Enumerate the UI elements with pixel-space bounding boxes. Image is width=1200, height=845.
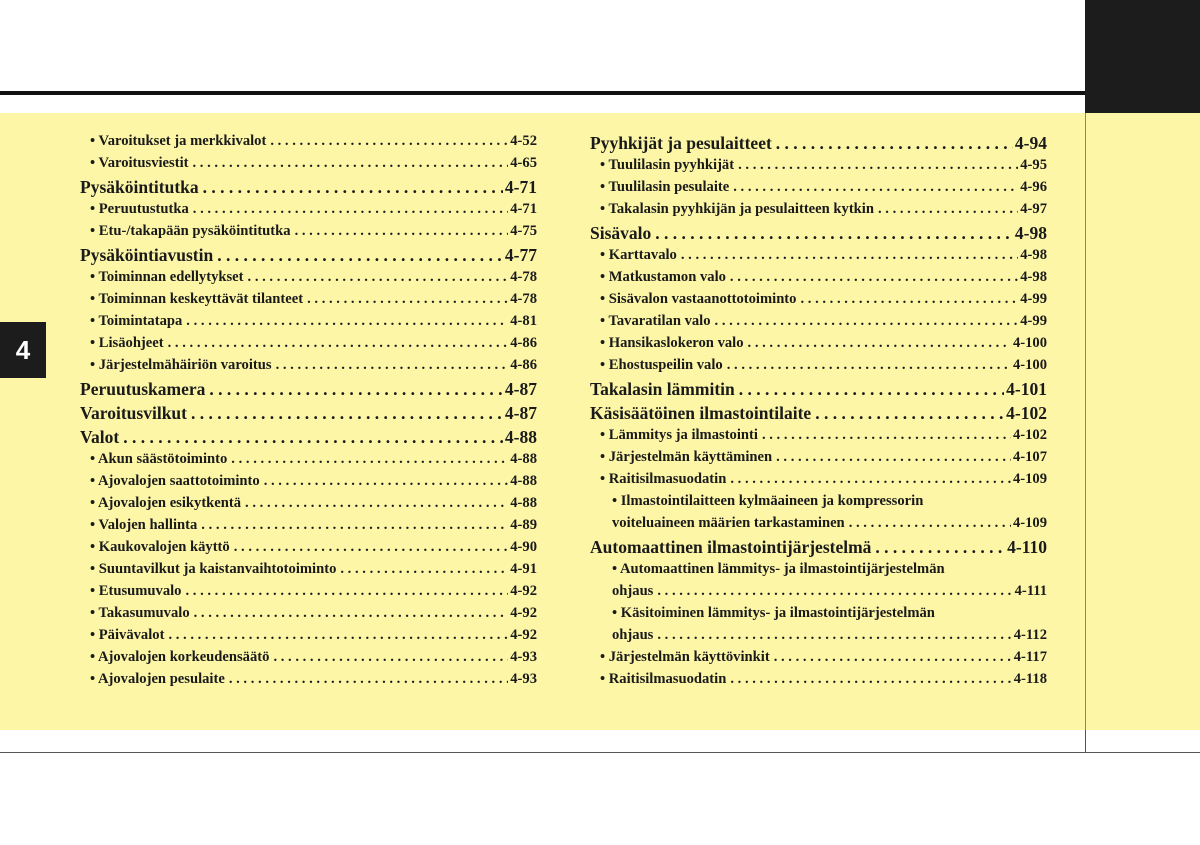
toc-entry-title: • Varoitukset ja merkkivalot bbox=[90, 133, 267, 149]
toc-subentry bbox=[80, 291, 537, 313]
toc-subentry bbox=[80, 473, 537, 495]
toc-entry-title: • Raitisilmasuodatin bbox=[600, 471, 727, 487]
toc-subentry bbox=[80, 201, 537, 223]
toc-section-entry bbox=[80, 177, 537, 201]
toc-entry-title: • Toiminnan edellytykset bbox=[90, 269, 244, 285]
toc-subentry bbox=[80, 583, 537, 605]
page-number: 4-100 bbox=[1012, 357, 1047, 373]
toc-subentry bbox=[80, 649, 537, 671]
toc-subentry bbox=[80, 451, 537, 473]
page-number: 4-88 bbox=[510, 451, 537, 467]
toc-entry-title: • Akun säästötoiminto bbox=[90, 451, 228, 467]
margin-divider-stub bbox=[1085, 730, 1086, 752]
toc-right-column bbox=[590, 133, 1047, 693]
dot-leader bbox=[225, 671, 508, 688]
dot-leader bbox=[164, 627, 508, 644]
toc-left-column bbox=[80, 133, 537, 693]
toc-entry-title: • Ehostuspeilin valo bbox=[600, 357, 723, 373]
toc-entry-title: • Ilmastointilaitteen kylmäaineen ja kompressorin bbox=[612, 493, 924, 509]
page-number: 4-88 bbox=[510, 495, 537, 511]
toc-subentry bbox=[80, 561, 537, 583]
toc-entry-title: • Ajovalojen saattotoiminto bbox=[90, 473, 260, 489]
toc-entry-continued bbox=[590, 605, 1047, 627]
toc-entry-title: • Järjestelmän käyttövinkit bbox=[600, 649, 770, 665]
page-number: 4-98 bbox=[1020, 269, 1047, 285]
dot-leader bbox=[164, 335, 509, 352]
page-number: 4-117 bbox=[1013, 649, 1047, 665]
toc-section-entry bbox=[590, 223, 1047, 247]
toc-subentry bbox=[590, 313, 1047, 335]
toc-entry-title: • Toiminnan keskeyttävät tilanteet bbox=[90, 291, 304, 307]
toc-entry-title: • Ajovalojen korkeudensäätö bbox=[90, 649, 270, 665]
page-number: 4-87 bbox=[504, 403, 537, 423]
page-number: 4-81 bbox=[510, 313, 537, 329]
dot-leader bbox=[811, 403, 1004, 424]
toc-subentry bbox=[590, 157, 1047, 179]
dot-leader bbox=[291, 223, 509, 240]
page-number: 4-71 bbox=[510, 201, 537, 217]
dot-leader bbox=[711, 313, 1019, 330]
toc-entry-title: • Sisävalon vastaanottotoiminto bbox=[600, 291, 797, 307]
toc-subentry bbox=[590, 357, 1047, 379]
page-number: 4-110 bbox=[1007, 537, 1047, 557]
page-number: 4-89 bbox=[510, 517, 537, 533]
toc-entry-title: Käsisäätöinen ilmastointilaite bbox=[590, 403, 812, 423]
toc-subentry bbox=[80, 357, 537, 379]
page-number: 4-95 bbox=[1020, 157, 1047, 173]
dot-leader bbox=[758, 427, 1011, 444]
dot-leader bbox=[845, 515, 1011, 532]
toc-section-entry bbox=[590, 403, 1047, 427]
toc-entry-title: • Hansikaslokeron valo bbox=[600, 335, 744, 351]
dot-leader bbox=[266, 133, 508, 150]
toc-entry-title: • Ajovalojen pesulaite bbox=[90, 671, 225, 687]
dot-leader bbox=[230, 539, 509, 556]
toc-entry-title: • Raitisilmasuodatin bbox=[600, 671, 727, 687]
dot-leader bbox=[244, 269, 509, 286]
dot-leader bbox=[241, 495, 508, 512]
toc-entry-title: • Valojen hallinta bbox=[90, 517, 198, 533]
page-number: 4-65 bbox=[510, 155, 537, 171]
page-number: 4-92 bbox=[510, 605, 537, 621]
toc-entry-title: ohjaus bbox=[612, 627, 654, 643]
toc-entry-title: ohjaus bbox=[612, 583, 654, 599]
dot-leader bbox=[303, 291, 508, 308]
page-number: 4-99 bbox=[1020, 313, 1047, 329]
toc-subentry bbox=[80, 605, 537, 627]
toc-entry-title: Takalasin lämmitin bbox=[590, 379, 735, 399]
dot-leader bbox=[874, 201, 1018, 218]
page-number: 4-112 bbox=[1013, 627, 1047, 643]
toc-entry-title: Pysäköintitutka bbox=[80, 177, 199, 197]
toc-subentry bbox=[80, 155, 537, 177]
toc-entry-title: Varoitusvilkut bbox=[80, 403, 187, 423]
toc-entry-title: • Etusumuvalo bbox=[90, 583, 182, 599]
dot-leader bbox=[260, 473, 509, 490]
toc-entry-title: Pysäköintiavustin bbox=[80, 245, 214, 265]
page-number: 4-98 bbox=[1014, 223, 1047, 243]
toc-entry-title: • Käsitoiminen lämmitys- ja ilmastointijärjestelmän bbox=[612, 605, 935, 621]
dot-leader bbox=[770, 649, 1012, 666]
page-number: 4-96 bbox=[1020, 179, 1047, 195]
page-number: 4-91 bbox=[510, 561, 537, 577]
toc-entry-title: • Etu-/takapään pysäköintitutka bbox=[90, 223, 291, 239]
toc-subentry bbox=[80, 335, 537, 357]
toc-entry-title: Valot bbox=[80, 427, 120, 447]
dot-leader bbox=[772, 449, 1011, 466]
toc-entry-title: • Päivävalot bbox=[90, 627, 165, 643]
toc-entry-title: • Takalasin pyyhkijän ja pesulaitteen kytkin bbox=[600, 201, 874, 217]
toc-entry-title: voiteluaineen määrien tarkastaminen bbox=[612, 515, 845, 531]
toc-section-entry bbox=[590, 133, 1047, 157]
toc-entry-title: • Ajovalojen esikytkentä bbox=[90, 495, 242, 511]
toc-entry-title: • Tuulilasin pesulaite bbox=[600, 179, 730, 195]
toc-subentry bbox=[80, 133, 537, 155]
page-number: 4-86 bbox=[510, 335, 537, 351]
dot-leader bbox=[726, 671, 1011, 688]
page-number: 4-93 bbox=[510, 649, 537, 665]
margin-divider bbox=[1085, 113, 1086, 730]
dot-leader bbox=[205, 379, 503, 400]
page-number: 4-98 bbox=[1020, 247, 1047, 263]
page-number: 4-71 bbox=[504, 177, 537, 197]
dot-leader bbox=[181, 583, 508, 600]
dot-leader bbox=[182, 313, 508, 330]
dot-leader bbox=[227, 451, 508, 468]
dot-leader bbox=[726, 269, 1018, 286]
dot-leader bbox=[190, 605, 509, 622]
toc-subentry bbox=[80, 223, 537, 245]
dot-leader bbox=[723, 357, 1011, 374]
toc-section-entry bbox=[80, 245, 537, 269]
dot-leader bbox=[653, 583, 1012, 600]
toc-entry-continued bbox=[590, 493, 1047, 515]
chapter-tab: 4 bbox=[0, 322, 46, 378]
toc-entry-title: • Lämmitys ja ilmastointi bbox=[600, 427, 758, 443]
page-number: 4-88 bbox=[510, 473, 537, 489]
dot-leader bbox=[197, 517, 508, 534]
toc-entry-title: • Toimintatapa bbox=[90, 313, 183, 329]
toc-entry-title: • Lisäohjeet bbox=[90, 335, 164, 351]
toc-entry-title: • Takasumuvalo bbox=[90, 605, 190, 621]
dot-leader bbox=[187, 403, 503, 424]
toc-subentry bbox=[590, 449, 1047, 471]
dot-leader bbox=[796, 291, 1018, 308]
toc-entry-title: Automaattinen ilmastointijärjestelmä bbox=[590, 537, 872, 557]
toc-subentry bbox=[590, 247, 1047, 269]
toc-entry-title: Peruutuskamera bbox=[80, 379, 206, 399]
toc-section-entry bbox=[590, 537, 1047, 561]
toc-entry-title: • Varoitusviestit bbox=[90, 155, 189, 171]
toc-entry-title: • Automaattinen lämmitys- ja ilmastointijärjestelmän bbox=[612, 561, 945, 577]
dot-leader bbox=[735, 379, 1004, 400]
toc-section-entry bbox=[80, 427, 537, 451]
page-number: 4-87 bbox=[504, 379, 537, 399]
toc-entry-title: • Kaukovalojen käyttö bbox=[90, 539, 230, 555]
toc-subentry bbox=[590, 179, 1047, 201]
toc-subentry bbox=[80, 539, 537, 561]
toc-entry-title: • Tuulilasin pyyhkijät bbox=[600, 157, 735, 173]
toc-subentry bbox=[590, 671, 1047, 693]
page-number: 4-97 bbox=[1020, 201, 1047, 217]
toc-entry-title: • Tavaratilan valo bbox=[600, 313, 711, 329]
page-number: 4-90 bbox=[510, 539, 537, 555]
page-number: 4-93 bbox=[510, 671, 537, 687]
toc-entry-title: • Järjestelmän käyttäminen bbox=[600, 449, 773, 465]
toc-subentry bbox=[80, 517, 537, 539]
toc-entry-title: Pyyhkijät ja pesulaitteet bbox=[590, 133, 772, 153]
page-number: 4-99 bbox=[1020, 291, 1047, 307]
dot-leader bbox=[336, 561, 508, 578]
toc-subentry bbox=[590, 201, 1047, 223]
page-number: 4-75 bbox=[510, 223, 537, 239]
toc-subentry bbox=[80, 627, 537, 649]
page-number: 4-100 bbox=[1012, 335, 1047, 351]
page-number: 4-94 bbox=[1014, 133, 1047, 153]
page-number: 4-118 bbox=[1013, 671, 1047, 687]
page-number: 4-78 bbox=[510, 269, 537, 285]
dot-leader bbox=[213, 245, 503, 266]
toc-subentry bbox=[590, 627, 1047, 649]
page-number: 4-102 bbox=[1006, 403, 1047, 423]
toc-section-entry bbox=[80, 379, 537, 403]
toc-entry-continued bbox=[590, 561, 1047, 583]
toc-subentry bbox=[590, 471, 1047, 493]
page-number: 4-107 bbox=[1012, 449, 1047, 465]
dot-leader bbox=[651, 223, 1013, 244]
dot-leader bbox=[744, 335, 1011, 352]
toc-section-entry bbox=[590, 379, 1047, 403]
dot-leader bbox=[189, 201, 508, 218]
toc-subentry bbox=[80, 269, 537, 291]
corner-block bbox=[1085, 0, 1200, 113]
dot-leader bbox=[269, 649, 508, 666]
toc-entry-title: Sisävalo bbox=[590, 223, 652, 243]
toc-subentry bbox=[590, 269, 1047, 291]
toc-subentry bbox=[80, 313, 537, 335]
dot-leader bbox=[871, 537, 1005, 558]
page-number: 4-102 bbox=[1012, 427, 1047, 443]
page-number: 4-88 bbox=[504, 427, 537, 447]
dot-leader bbox=[677, 247, 1018, 264]
dot-leader bbox=[734, 157, 1018, 174]
page-number: 4-101 bbox=[1006, 379, 1047, 399]
header-rule bbox=[0, 91, 1085, 95]
toc-subentry bbox=[590, 515, 1047, 537]
page-number: 4-52 bbox=[510, 133, 537, 149]
dot-leader bbox=[729, 179, 1018, 196]
dot-leader bbox=[272, 357, 509, 374]
toc-entry-title: • Matkustamon valo bbox=[600, 269, 726, 285]
toc-subentry bbox=[590, 291, 1047, 313]
toc-subentry bbox=[590, 583, 1047, 605]
page-number: 4-111 bbox=[1014, 583, 1047, 599]
page-number: 4-78 bbox=[510, 291, 537, 307]
toc-subentry bbox=[590, 649, 1047, 671]
toc-subentry bbox=[590, 427, 1047, 449]
dot-leader bbox=[119, 427, 503, 448]
toc-subentry bbox=[590, 335, 1047, 357]
page-number: 4-77 bbox=[504, 245, 537, 265]
dot-leader bbox=[189, 155, 509, 172]
dot-leader bbox=[726, 471, 1011, 488]
toc-subentry bbox=[80, 671, 537, 693]
toc-section-entry bbox=[80, 403, 537, 427]
page-number: 4-86 bbox=[510, 357, 537, 373]
dot-leader bbox=[653, 627, 1011, 644]
dot-leader bbox=[199, 177, 503, 198]
toc-entry-title: • Järjestelmähäiriön varoitus bbox=[90, 357, 272, 373]
page-number: 4-109 bbox=[1012, 515, 1047, 531]
dot-leader bbox=[772, 133, 1013, 154]
toc-subentry bbox=[80, 495, 537, 517]
toc-entry-title: • Peruutustutka bbox=[90, 201, 189, 217]
toc-entry-title: • Suuntavilkut ja kaistanvaihtotoiminto bbox=[90, 561, 337, 577]
page-number: 4-92 bbox=[510, 627, 537, 643]
footer-rule bbox=[0, 752, 1200, 753]
toc-entry-title: • Karttavalo bbox=[600, 247, 677, 263]
page-number: 4-92 bbox=[510, 583, 537, 599]
page-number: 4-109 bbox=[1012, 471, 1047, 487]
